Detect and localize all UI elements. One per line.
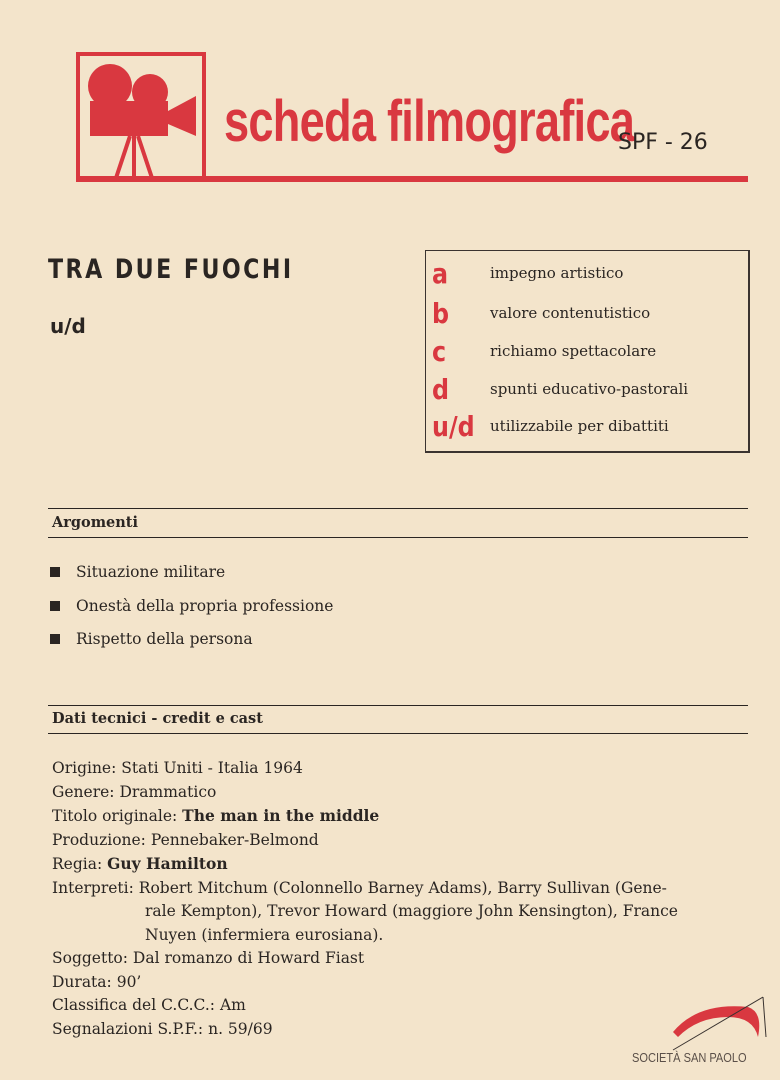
legend-row (432, 408, 669, 444)
legend-label: utilizzabile per dibattiti (490, 417, 669, 435)
interpreti-line: Interpreti: Robert Mitchum (Colonnello Barney Adams), Barry Sullivan (Gene- (52, 878, 667, 897)
tech-details (52, 757, 752, 1041)
interpreti-line: rale Kempton), Trevor Howard (maggiore John Kensington), France (145, 902, 678, 920)
legend-letter: a (432, 256, 449, 290)
logo-box (76, 52, 206, 182)
legend-letter: u/d (432, 409, 475, 443)
legend-letter: b (432, 296, 450, 330)
argomento-item (50, 563, 225, 581)
produzione-line: Produzione: Pennebaker-Belmond (52, 830, 319, 849)
legend-row (432, 255, 623, 291)
legend-row (432, 333, 656, 369)
legend-letter: c (432, 334, 447, 368)
genere-line: Genere: Drammatico (52, 782, 217, 801)
film-camera-icon (80, 56, 202, 178)
argomento-text: Situazione militare (76, 563, 226, 581)
legend-label: impegno artistico (490, 264, 624, 282)
segnalazioni-line: Segnalazioni S.P.F.: n. 59/69 (52, 1019, 273, 1038)
argomento-item (50, 630, 253, 648)
film-title: TRA DUE FUOCHI (48, 254, 294, 285)
header-title: scheda filmografica (224, 89, 635, 154)
square-bullet-icon (50, 601, 60, 611)
legend-label: richiamo spettacolare (490, 342, 657, 360)
publisher-name: SOCIETÀ SAN PAOLO (632, 1050, 747, 1065)
section-divider (48, 508, 748, 509)
argomento-text: Rispetto della persona (76, 630, 253, 648)
san-paolo-logo-icon (668, 992, 768, 1052)
legend-row (432, 295, 650, 331)
section-divider (48, 537, 748, 538)
titolo-line: Titolo originale: The man in the middle (52, 806, 380, 825)
legend-label: spunti educativo-pastorali (490, 380, 689, 398)
square-bullet-icon (50, 567, 60, 577)
section-divider (48, 705, 748, 706)
tech-heading: Dati tecnici - credit e cast (52, 710, 263, 727)
soggetto-line: Soggetto: Dal romanzo di Howard Fiast (52, 949, 365, 967)
argomento-item (50, 597, 333, 615)
regia-line: Regia: Guy Hamilton (52, 854, 228, 873)
legend-row (432, 371, 688, 407)
legend-label: valore contenutistico (490, 304, 651, 322)
rating-legend (425, 250, 750, 453)
film-rating: u/d (50, 314, 86, 338)
section-divider (48, 733, 748, 734)
argomento-text: Onestà della propria professione (76, 597, 334, 615)
interpreti-line: Nuyen (infermiera eurosiana). (145, 925, 384, 944)
header-divider (76, 176, 748, 182)
origine-line: Origine: Stati Uniti - Italia 1964 (52, 759, 303, 777)
classifica-line: Classifica del C.C.C.: Am (52, 996, 246, 1014)
legend-letter: d (432, 372, 450, 406)
argomenti-heading: Argomenti (52, 514, 139, 531)
sheet-code: SPF - 26 (618, 130, 708, 155)
square-bullet-icon (50, 634, 60, 644)
durata-line: Durata: 90’ (52, 972, 142, 991)
